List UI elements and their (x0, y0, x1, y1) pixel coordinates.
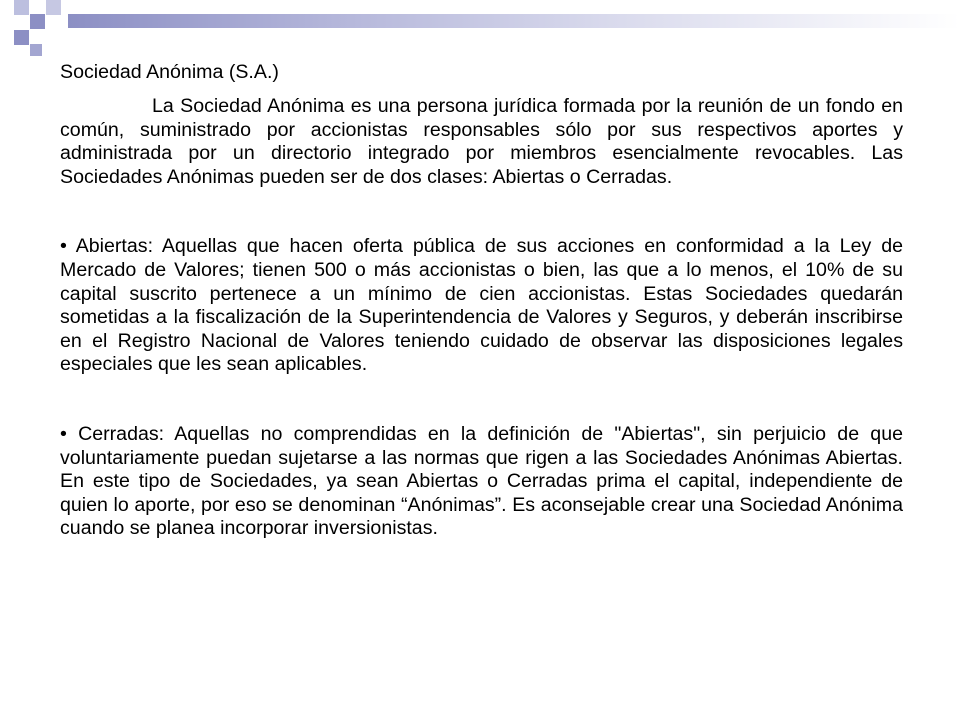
header-decoration (0, 0, 960, 60)
cerradas-paragraph: • Cerradas: Aquellas no comprendidas en la definición de "Abiertas", sin perjuicio de que voluntariamente puedan sujetarse a las normas que rigen a las Sociedades Anónimas Abiertas. En este tipo de Sociedades, ya sean Abiertas o Cerradas prima el capital, independiente de quien lo aporte, por eso se denominan “Anónimas”. Es aconsejable crear una Sociedad Anónima cuando se planea incorporar inversionistas. (60, 422, 903, 540)
intro-paragraph: La Sociedad Anónima es una persona jurídica formada por la reunión de un fondo en común, suministrado por accionistas responsables sólo por sus respectivos aportes y administrada por un directorio integrado por miembros esencialmente revocables. Las Sociedades Anónimas pueden ser de dos clases: Abiertas o Cerradas. (60, 95, 903, 188)
paragraph-spacer (60, 377, 903, 423)
slide-title: Sociedad Anónima (S.A.) (60, 61, 279, 83)
abiertas-paragraph: • Abiertas: Aquellas que hacen oferta pública de sus acciones en conformidad a la Ley de Mercado de Valores; tienen 500 o más accionistas o bien, las que a lo menos, el 10% de su capital suscrito pertenece a un mínimo de cien accionistas. Estas Sociedades quedarán sometidas a la fiscalización de la Superintendencia de Valores y Seguros, y deberán inscribirse en el Registro Nacional de Valores teniendo cuidado de observar las disposiciones legales especiales que les sean aplicables. (60, 235, 903, 376)
decorative-square (30, 14, 45, 29)
decorative-square (14, 0, 29, 15)
paragraph-spacer (60, 189, 903, 235)
decorative-square (46, 0, 61, 15)
header-gradient-bar (68, 14, 960, 28)
slide-content (60, 56, 903, 541)
decorative-square (30, 44, 42, 56)
decorative-square (14, 30, 29, 45)
